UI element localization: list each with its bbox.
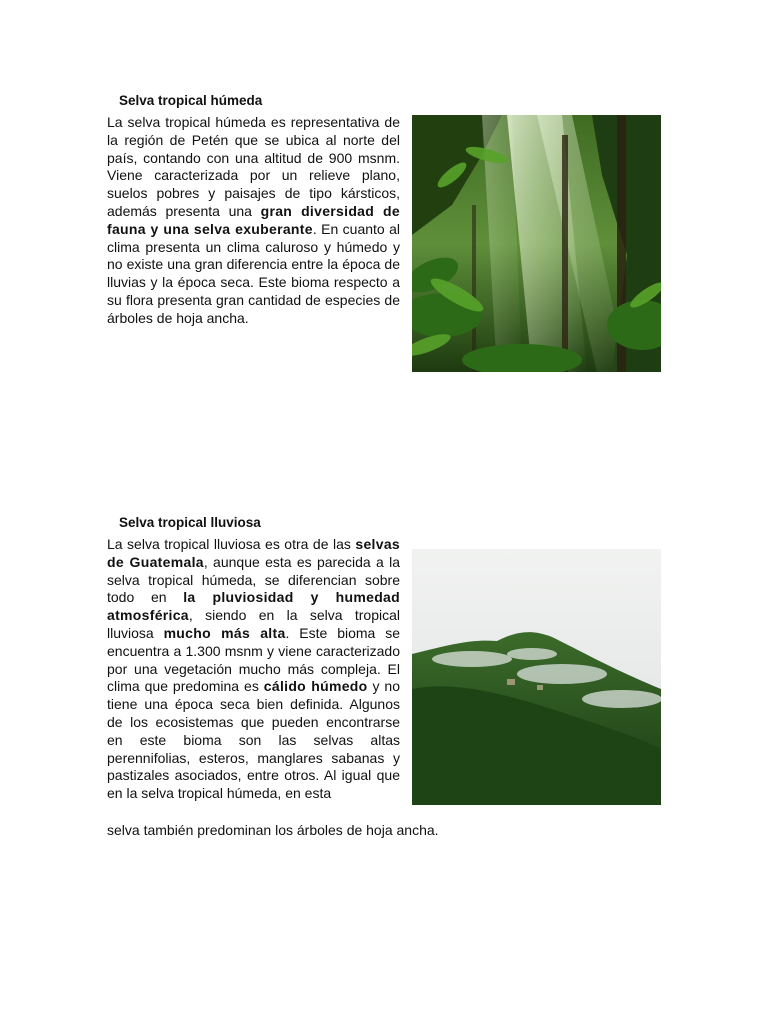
bold-run: selvas de Guatemala (107, 536, 400, 570)
rainforest-photo (412, 115, 661, 372)
section-title-humeda: Selva tropical húmeda (119, 93, 263, 108)
bold-run: la pluviosidad y humedad atmosférica (107, 589, 400, 624)
misty-hillside-photo (412, 549, 661, 805)
section-text-lluviosa (107, 536, 400, 803)
text-run: . Este bioma se encuentra a 1.300 msnm y viene caracterizado por una vegetación mucho más compleja. El clima que predomina es (107, 624, 400, 695)
text-run: y no tiene una época seca bien definida. Algunos de los ecosistemas que pueden encontrarse en este bioma son las selvas altas perennifolias, esteros, manglares sabanas y pastizales asociados, entre otros. Al igual que en la selva tropical húmeda, en esta (107, 678, 400, 802)
bold-run: gran diversidad de fauna y una selva exuberante (107, 202, 400, 237)
text-run: , aunque esta es parecida a la selva tropical húmeda, se diferencian sobre todo en (107, 553, 400, 606)
text-run: . En cuanto al clima presenta un clima caluroso y húmedo y no existe una gran diferencia entre la época de lluvias y la época seca. Este bioma respecto a su flora presenta gran cantidad de especies de árboles de hoja ancha. (107, 220, 400, 326)
section-text-lluviosa-last-line: selva también predominan los árboles de hoja ancha. (107, 822, 439, 838)
bold-run: cálido húmedo (263, 678, 368, 695)
bold-run: mucho más alta (163, 624, 286, 641)
section-title-lluviosa: Selva tropical lluviosa (119, 515, 261, 530)
section-text-humeda (107, 114, 400, 328)
text-run: La selva tropical lluviosa es otra de las (107, 536, 356, 552)
text-run: , siendo en la selva tropical lluviosa (107, 607, 400, 641)
text-run: La selva tropical húmeda es representativa de la región de Petén que se ubica al norte del país, contando con una altitud de 900 msnm. Viene caracterizada por un relieve plano, suelos pobres y paisajes de tipo kársticos, además presenta una (107, 114, 400, 219)
